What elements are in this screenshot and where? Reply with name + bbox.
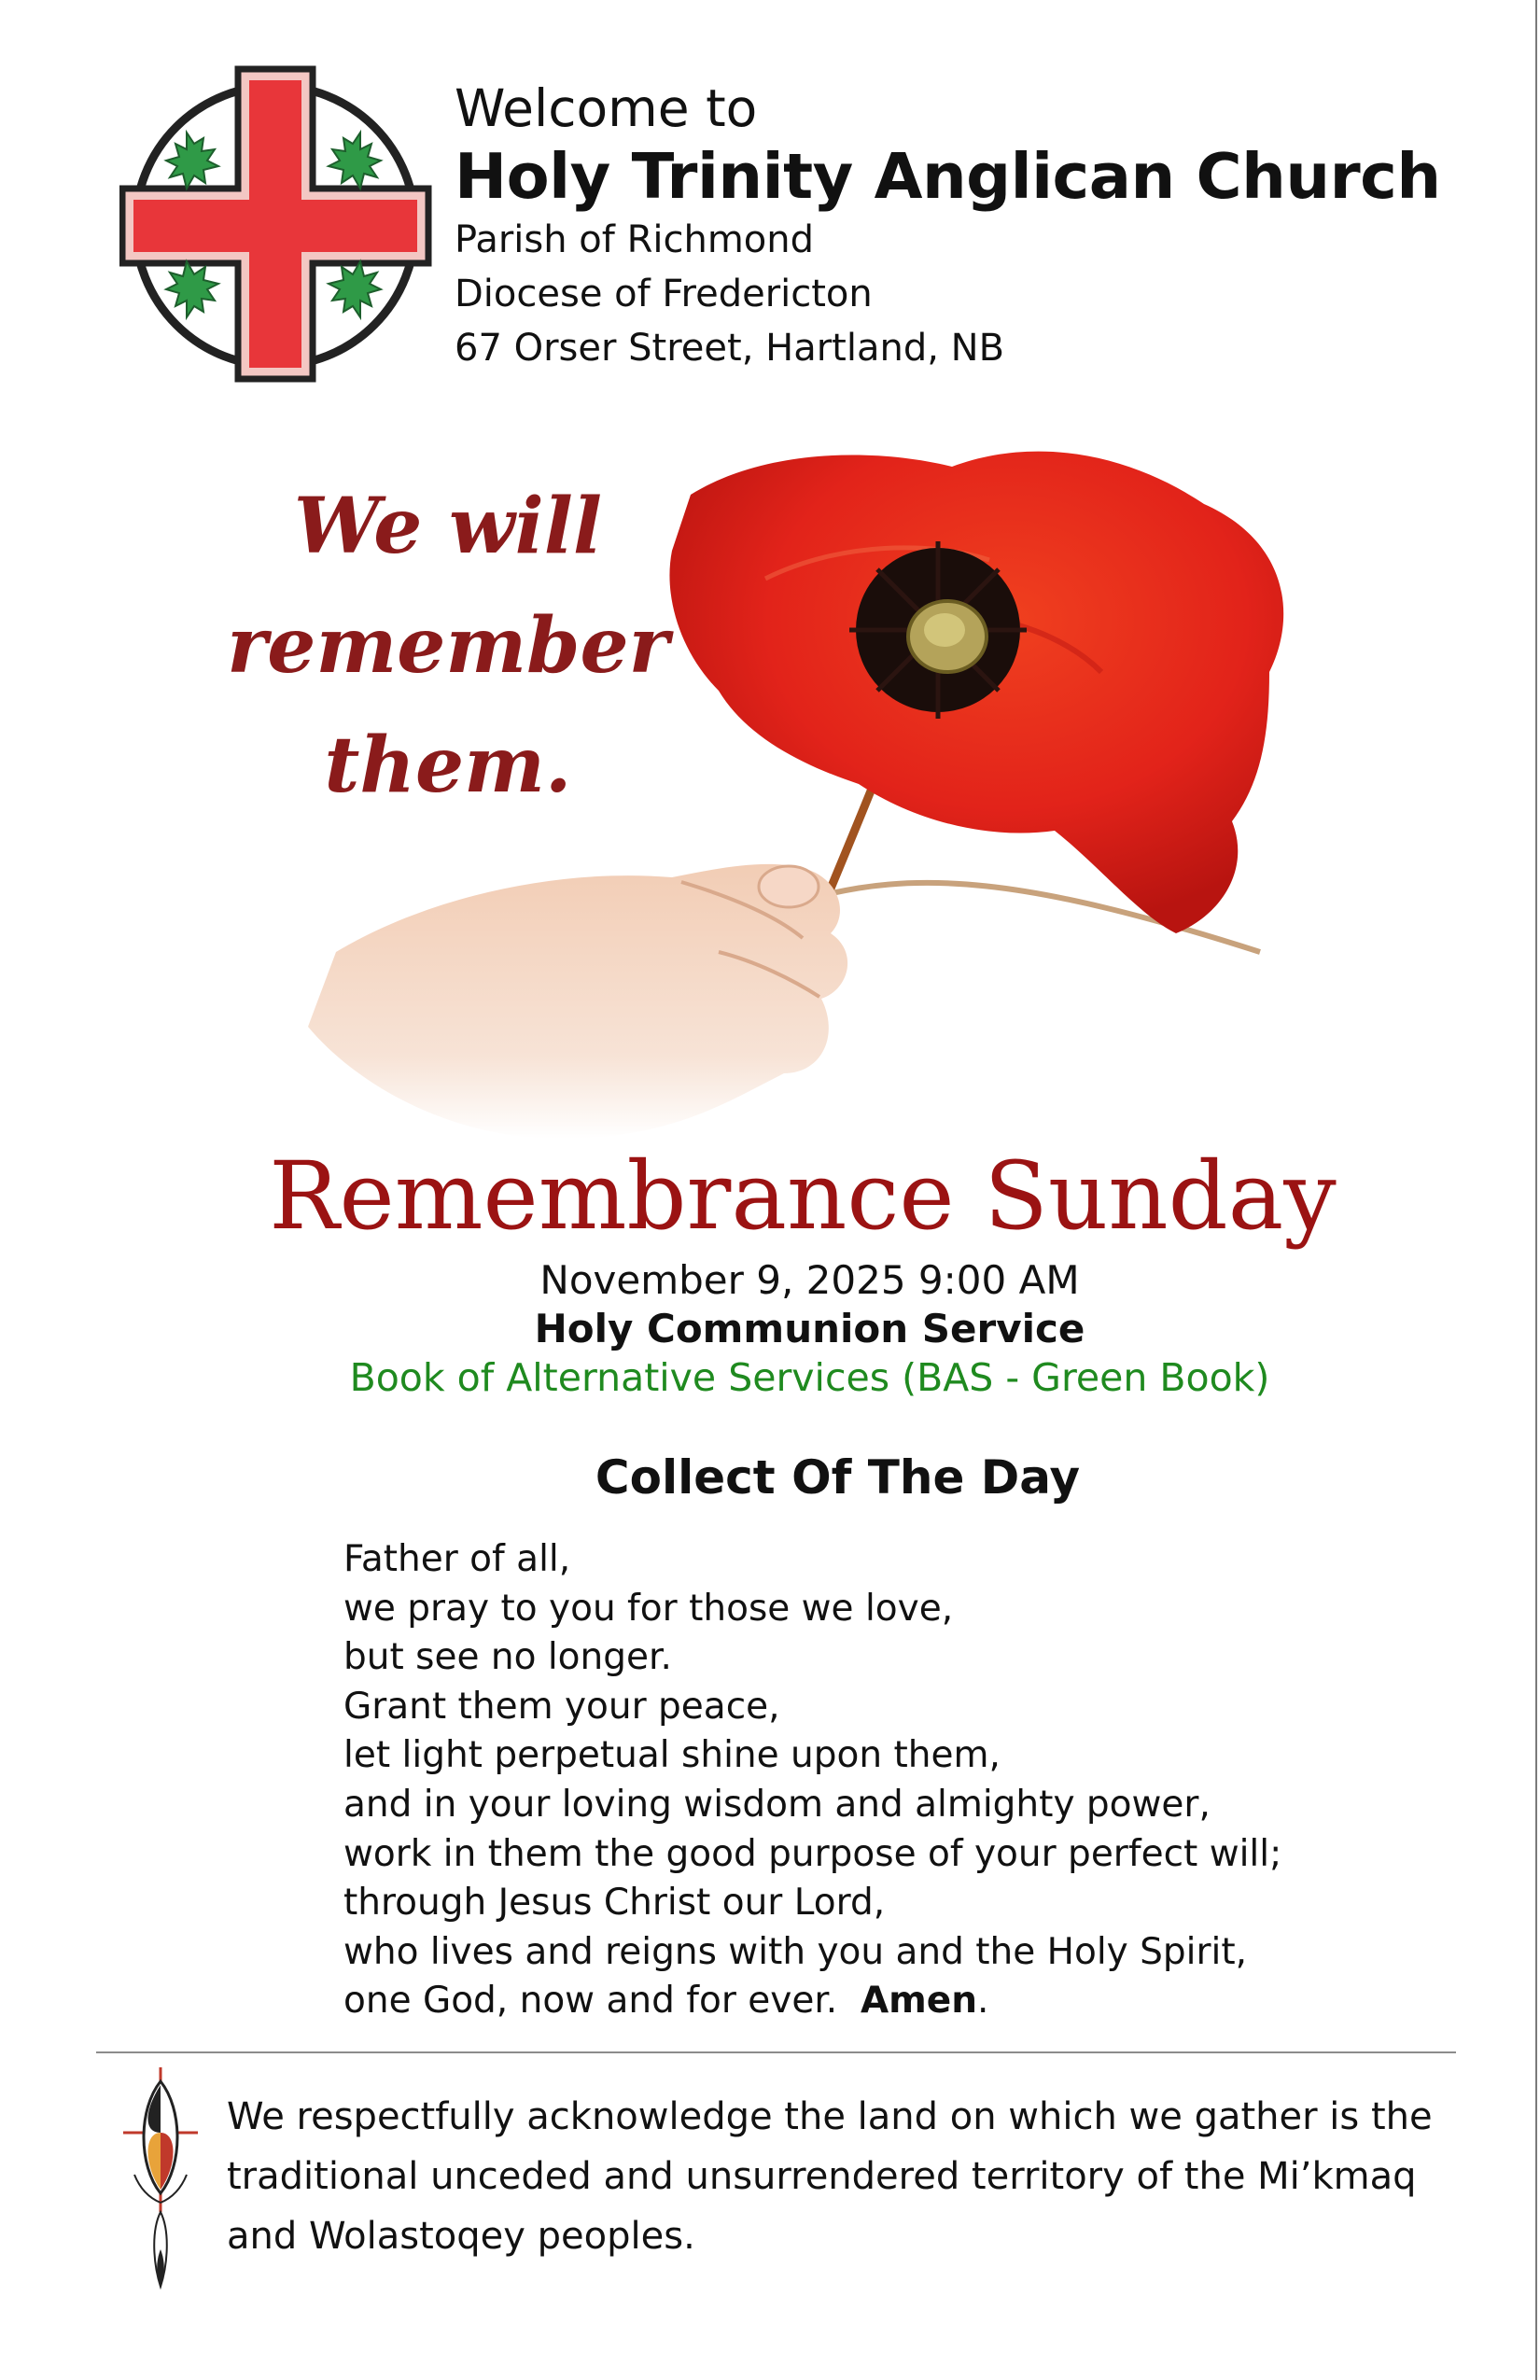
parish-name: Parish of Richmond (455, 218, 814, 261)
indigenous-feather-icon (121, 2063, 201, 2291)
service-title: Remembrance Sunday (269, 1141, 1337, 1251)
tagline-line: them. (324, 721, 572, 810)
prayer-line: but see no longer. (343, 1636, 672, 1679)
service-datetime: November 9, 2025 9:00 AM (539, 1257, 1080, 1303)
church-name: Holy Trinity Anglican Church (455, 140, 1441, 213)
prayer-line: Father of all, (343, 1538, 571, 1580)
prayer-line: and in your loving wisdom and almighty power, (343, 1783, 1211, 1826)
service-book: Book of Alternative Services (BAS - Green Book) (349, 1355, 1270, 1400)
prayer-line-text: one God, now and for ever. (343, 1980, 838, 2023)
amen-period: . (977, 1980, 989, 2023)
cross-with-maple-leaves-logo (119, 65, 432, 383)
prayer-line: let light perpetual shine upon them, (343, 1734, 1001, 1777)
prayer-line: we pray to you for those we love, (343, 1587, 954, 1630)
church-header (455, 77, 1441, 375)
welcome-text: Welcome to (455, 78, 758, 138)
prayer-line: Grant them your peace, (343, 1685, 780, 1728)
service-name: Holy Communion Service (534, 1306, 1085, 1351)
amen-text: Amen (860, 1980, 978, 2023)
section-divider (96, 2051, 1456, 2053)
prayer-line: through Jesus Christ our Lord, (343, 1882, 886, 1925)
tagline-line: remember (227, 601, 669, 691)
acknowledgement-line: We respectfully acknowledge the land on which we gather is the (227, 2095, 1433, 2138)
acknowledgement-line: and Wolastoqey peoples. (227, 2215, 695, 2258)
tagline-line: We will (293, 482, 603, 571)
church-address: 67 Orser Street, Hartland, NB (455, 327, 1005, 370)
we-will-remember-them-tagline (224, 467, 672, 825)
diocese-name: Diocese of Fredericton (455, 273, 873, 315)
prayer-line: who lives and reigns with you and the Holy Spirit, (343, 1930, 1248, 1973)
acknowledgement-line: traditional unceded and unsurrendered territory of the Mi’kmaq (227, 2155, 1417, 2198)
collect-heading: Collect Of The Day (595, 1450, 1081, 1505)
prayer-line: work in them the good purpose of your perfect will; (343, 1832, 1282, 1875)
prayer-line-final (343, 1977, 1281, 2026)
collect-prayer (343, 1535, 1281, 2026)
land-acknowledgement (227, 2087, 1468, 2266)
